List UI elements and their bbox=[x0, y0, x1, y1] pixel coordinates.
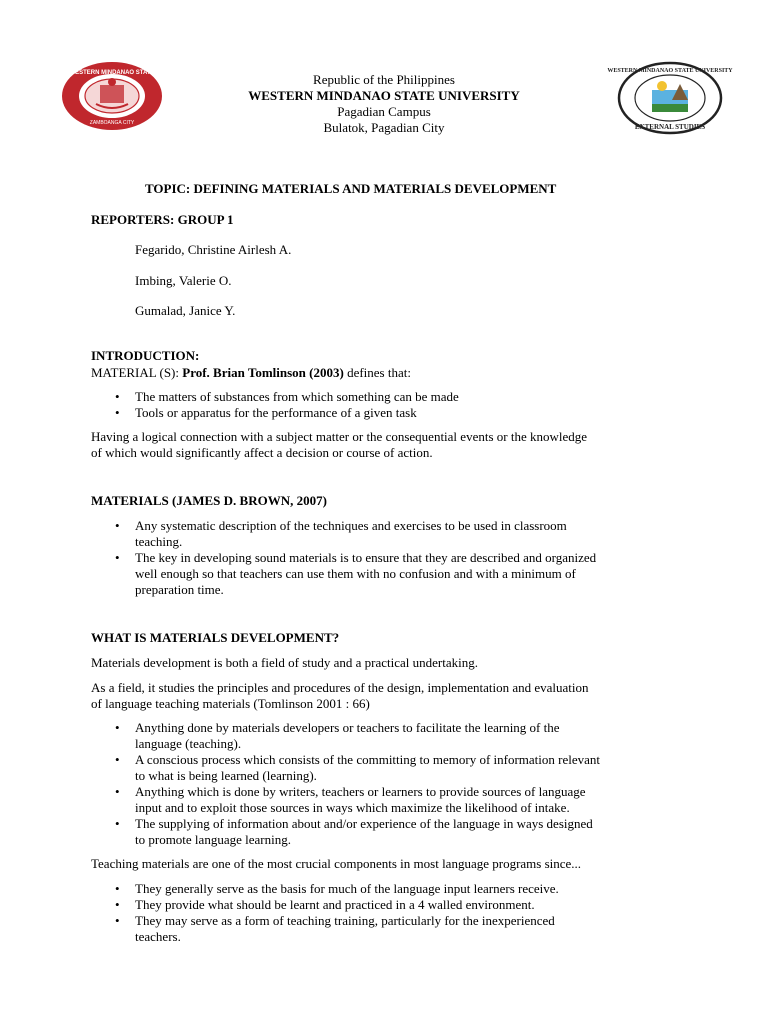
list-item: • Tools or apparatus for the performance of a given task bbox=[91, 405, 691, 421]
list-item-line: input and to exploit those sources in ways which maximize the likelihood of intake. bbox=[135, 800, 570, 815]
intro-bullet-list bbox=[91, 389, 691, 421]
materials-brown-heading: MATERIALS (JAMES D. BROWN, 2007) bbox=[91, 493, 327, 508]
list-item bbox=[91, 550, 691, 598]
header-address: Bulatok, Pagadian City bbox=[323, 120, 445, 135]
list-item-line: • A conscious process which consists of the committing to memory of information relevant bbox=[135, 752, 601, 767]
header-republic: Republic of the Philippines bbox=[313, 72, 455, 87]
material-definition-line bbox=[91, 365, 411, 381]
list-item-line: teaching. bbox=[135, 534, 183, 549]
list-item-line: to promote language learning. bbox=[135, 832, 291, 847]
md-bullet-list bbox=[91, 720, 691, 848]
material-suffix: defines that: bbox=[343, 365, 411, 380]
header-campus: Pagadian Campus bbox=[337, 104, 431, 119]
list-item bbox=[91, 720, 691, 752]
reporters-heading: REPORTERS: GROUP 1 bbox=[91, 212, 234, 227]
md-paragraph-1: Materials development is both a field of study and a practical undertaking. bbox=[91, 655, 478, 670]
list-item-line: teachers. bbox=[135, 929, 181, 944]
list-item-line: • The supplying of information about and/or experience of the language in ways designed bbox=[135, 816, 593, 831]
reporter-name: Imbing, Valerie O. bbox=[135, 273, 232, 288]
list-item-line: to what is being learned (learning). bbox=[135, 768, 317, 783]
md-bullet-list-2 bbox=[91, 881, 691, 945]
list-item bbox=[91, 913, 691, 945]
svg-text:ZAMBOANGA CITY: ZAMBOANGA CITY bbox=[89, 120, 135, 126]
list-item-line: • They may serve as a form of teaching training, particularly for the inexperienced bbox=[135, 913, 555, 928]
material-prefix: MATERIAL (S): bbox=[91, 365, 183, 380]
list-item: • They provide what should be learnt and practiced in a 4 walled environment. bbox=[91, 897, 691, 913]
list-item-line: language (teaching). bbox=[135, 736, 242, 751]
material-author: Prof. Brian Tomlinson (2003) bbox=[182, 365, 344, 380]
topic-heading: TOPIC: DEFINING MATERIALS AND MATERIALS DEVELOPMENT bbox=[145, 181, 557, 196]
svg-text:EXTERNAL STUDIES: EXTERNAL STUDIES bbox=[634, 123, 706, 131]
paragraph-line: Having a logical connection with a subject matter or the consequential events or the knowledge bbox=[91, 429, 588, 444]
paragraph-line: of language teaching materials (Tomlinson 2001 : 66) bbox=[91, 696, 370, 711]
materials-brown-bullet-list bbox=[91, 518, 691, 598]
list-item bbox=[91, 784, 691, 816]
document-header bbox=[0, 72, 768, 136]
svg-text:WESTERN MINDANAO STATE UNIVERS: WESTERN MINDANAO STATE UNIVERSITY bbox=[607, 68, 733, 74]
reporter-name: Gumalad, Janice Y. bbox=[135, 303, 236, 318]
intro-paragraph bbox=[91, 429, 691, 461]
list-item-line: preparation time. bbox=[135, 582, 224, 597]
list-item bbox=[91, 752, 691, 784]
list-item: • The matters of substances from which something can be made bbox=[91, 389, 691, 405]
introduction-heading: INTRODUCTION: bbox=[91, 348, 200, 363]
svg-text:WESTERN MINDANAO STATE: WESTERN MINDANAO STATE bbox=[69, 70, 155, 76]
list-item bbox=[91, 518, 691, 550]
reporter-name: Fegarido, Christine Airlesh A. bbox=[135, 242, 292, 257]
md-paragraph-2 bbox=[91, 680, 691, 712]
materials-development-heading: WHAT IS MATERIALS DEVELOPMENT? bbox=[91, 630, 340, 645]
list-item-line: well enough so that teachers can use them with no confusion and with a minimum of bbox=[135, 566, 576, 581]
list-item-line: • Anything done by materials developers or teachers to facilitate the learning of the bbox=[135, 720, 560, 735]
header-university: WESTERN MINDANAO STATE UNIVERSITY bbox=[248, 88, 520, 103]
paragraph-line: As a field, it studies the principles and procedures of the design, implementation and evaluation bbox=[91, 680, 589, 695]
list-item-line: • Anything which is done by writers, teachers or learners to provide sources of language bbox=[135, 784, 586, 799]
list-item bbox=[91, 816, 691, 848]
md-paragraph-3: Teaching materials are one of the most crucial components in most language programs since... bbox=[91, 856, 582, 871]
list-item-line: • Any systematic description of the techniques and exercises to be used in classroom bbox=[135, 518, 567, 533]
list-item: • They generally serve as the basis for much of the language input learners receive. bbox=[91, 881, 691, 897]
list-item-line: • The key in developing sound materials is to ensure that they are described and organized bbox=[135, 550, 597, 565]
paragraph-line: of which would significantly affect a decision or course of action. bbox=[91, 445, 433, 460]
